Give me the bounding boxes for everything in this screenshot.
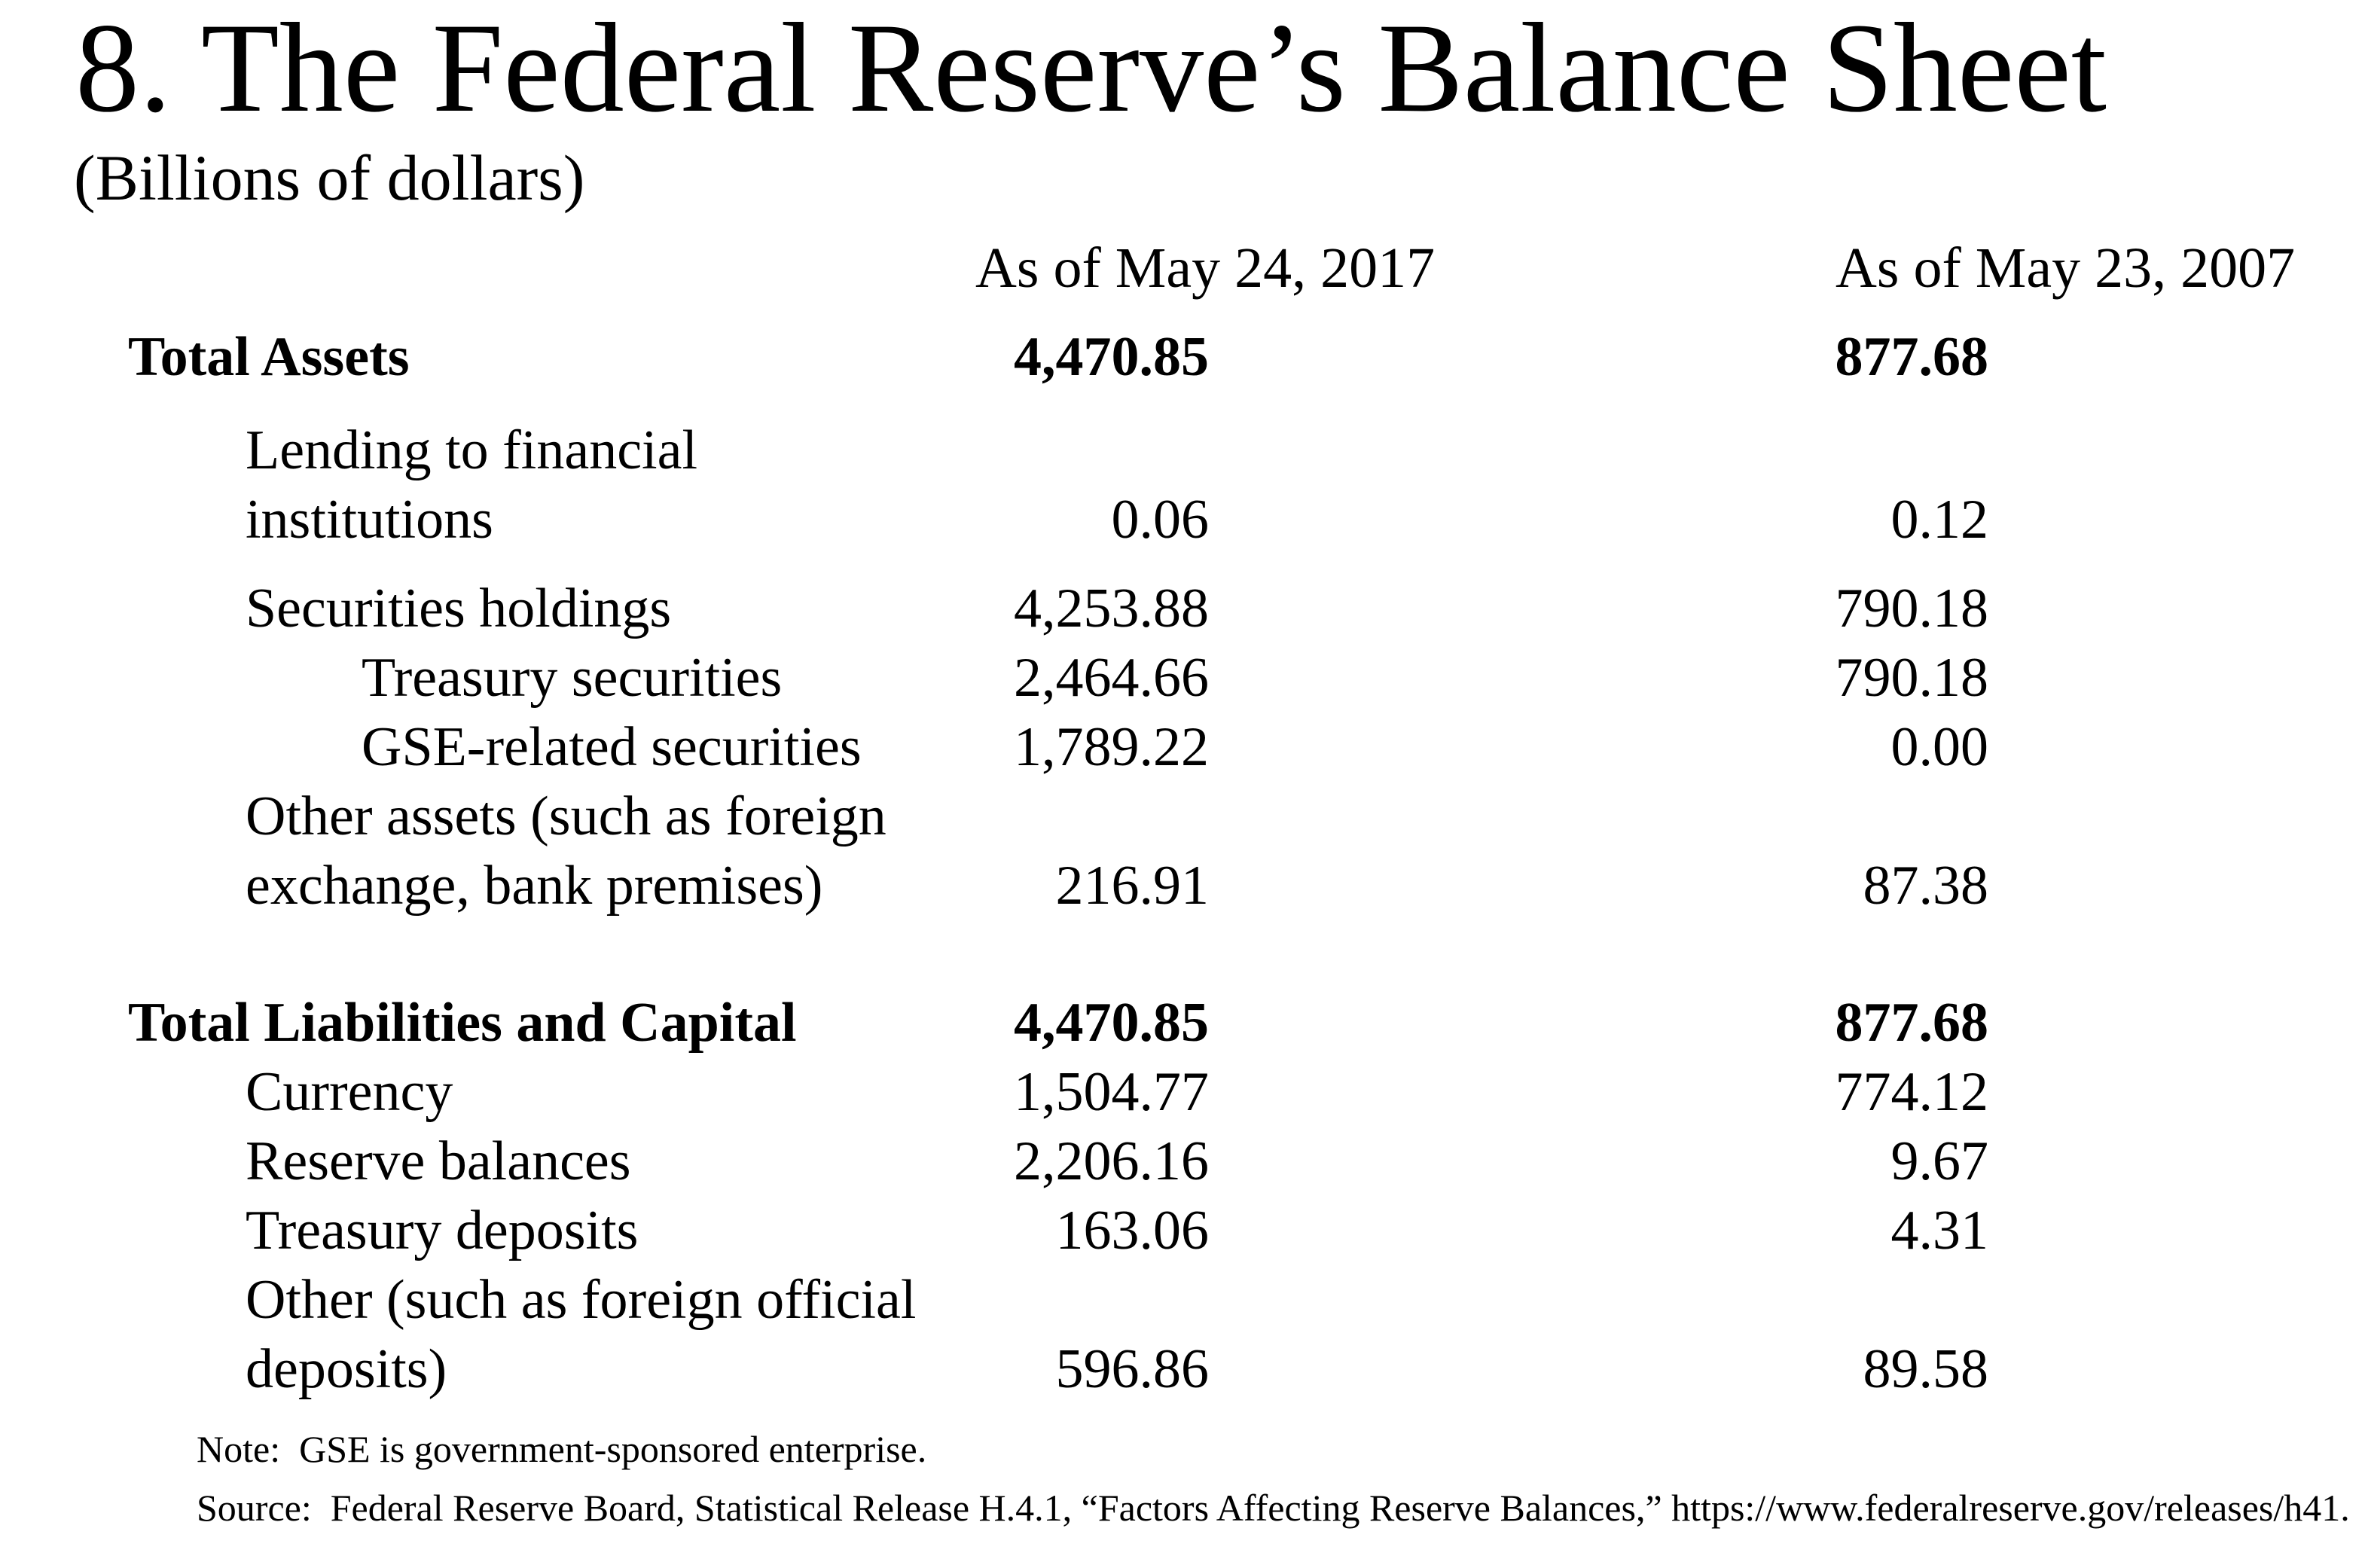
value-2017: 4,253.88 [1014,578,1209,639]
row-label-line: Securities holdings [246,578,672,639]
value-2007: 790.18 [1835,647,1988,709]
row-label [128,1196,987,1265]
value-2017: 4,470.85 [1014,326,1209,388]
row-label-line: Total Liabilities and Capital [128,992,797,1054]
value-2017: 2,206.16 [1014,1130,1209,1192]
row-label [128,416,987,554]
row-label [128,1265,987,1404]
page-title: 8. The Federal Reserve’s Balance Sheet [75,0,2107,139]
row-label-line: Lending to financial [246,419,698,481]
balance-sheet-table [128,322,1988,1404]
table-row-treasury-securities [128,643,1988,712]
row-label [128,1127,987,1196]
value-2017: 0.06 [1111,489,1209,551]
row-label [128,1057,987,1127]
value-2017: 1,789.22 [1014,716,1209,778]
value-2007: 790.18 [1835,578,1988,639]
row-label-line: institutions [246,489,493,551]
table-row-other-assets [128,782,1988,920]
table-row-currency [128,1057,1988,1127]
row-label-line: Other (such as foreign official [246,1269,917,1331]
value-2007: 87.38 [1863,855,1988,917]
row-label [128,712,987,782]
row-label [128,574,987,643]
value-2007: 89.58 [1863,1338,1988,1400]
table-row-total-liabilities [128,988,1988,1057]
page-subtitle: (Billions of dollars) [74,142,585,214]
table-row-total-assets [128,322,1988,392]
value-2007: 877.68 [1835,326,1988,388]
table-row-gse-securities [128,712,1988,782]
table-row-treasury-deposits [128,1196,1988,1265]
value-2007: 0.12 [1890,489,1988,551]
row-label [128,643,987,712]
value-2007: 4.31 [1890,1200,1988,1261]
row-label-line: Currency [246,1061,453,1123]
row-label [128,782,987,920]
source-line: Source: Federal Reserve Board, Statistical Release H.4.1, “Factors Affecting Reserve Balances,” https://www.federalreserve.gov/releases/h41. [197,1487,2350,1529]
table-row-lending [128,416,1988,554]
value-2017: 163.06 [1055,1200,1209,1261]
table-row-other-liabilities [128,1265,1988,1404]
table-row-securities-holdings [128,574,1988,643]
value-2007: 0.00 [1890,716,1988,778]
row-label-line: exchange, bank premises) [246,855,823,917]
value-2017: 2,464.66 [1014,647,1209,709]
column-header-2007: As of May 23, 2007 [1836,236,2296,300]
row-label-line: GSE-related securities [362,716,862,778]
row-label-line: Reserve balances [246,1130,631,1192]
value-2017: 216.91 [1055,855,1209,917]
row-label [128,988,987,1057]
row-label-line: Other assets (such as foreign [246,786,886,847]
value-2007: 774.12 [1835,1061,1988,1123]
row-label-line: Treasury deposits [246,1200,639,1261]
note-line: Note: GSE is government-sponsored enterprise. [197,1428,927,1470]
value-2017: 1,504.77 [1014,1061,1209,1123]
column-header-2017: As of May 24, 2017 [975,236,1436,300]
table-row-reserve-balances [128,1127,1988,1196]
value-2017: 4,470.85 [1014,992,1209,1054]
row-label-line: deposits) [246,1338,447,1400]
value-2007: 9.67 [1890,1130,1988,1192]
row-label-line: Total Assets [128,326,410,388]
value-2017: 596.86 [1055,1338,1209,1400]
row-label-line: Treasury securities [362,647,783,709]
value-2007: 877.68 [1835,992,1988,1054]
row-label [128,322,987,392]
